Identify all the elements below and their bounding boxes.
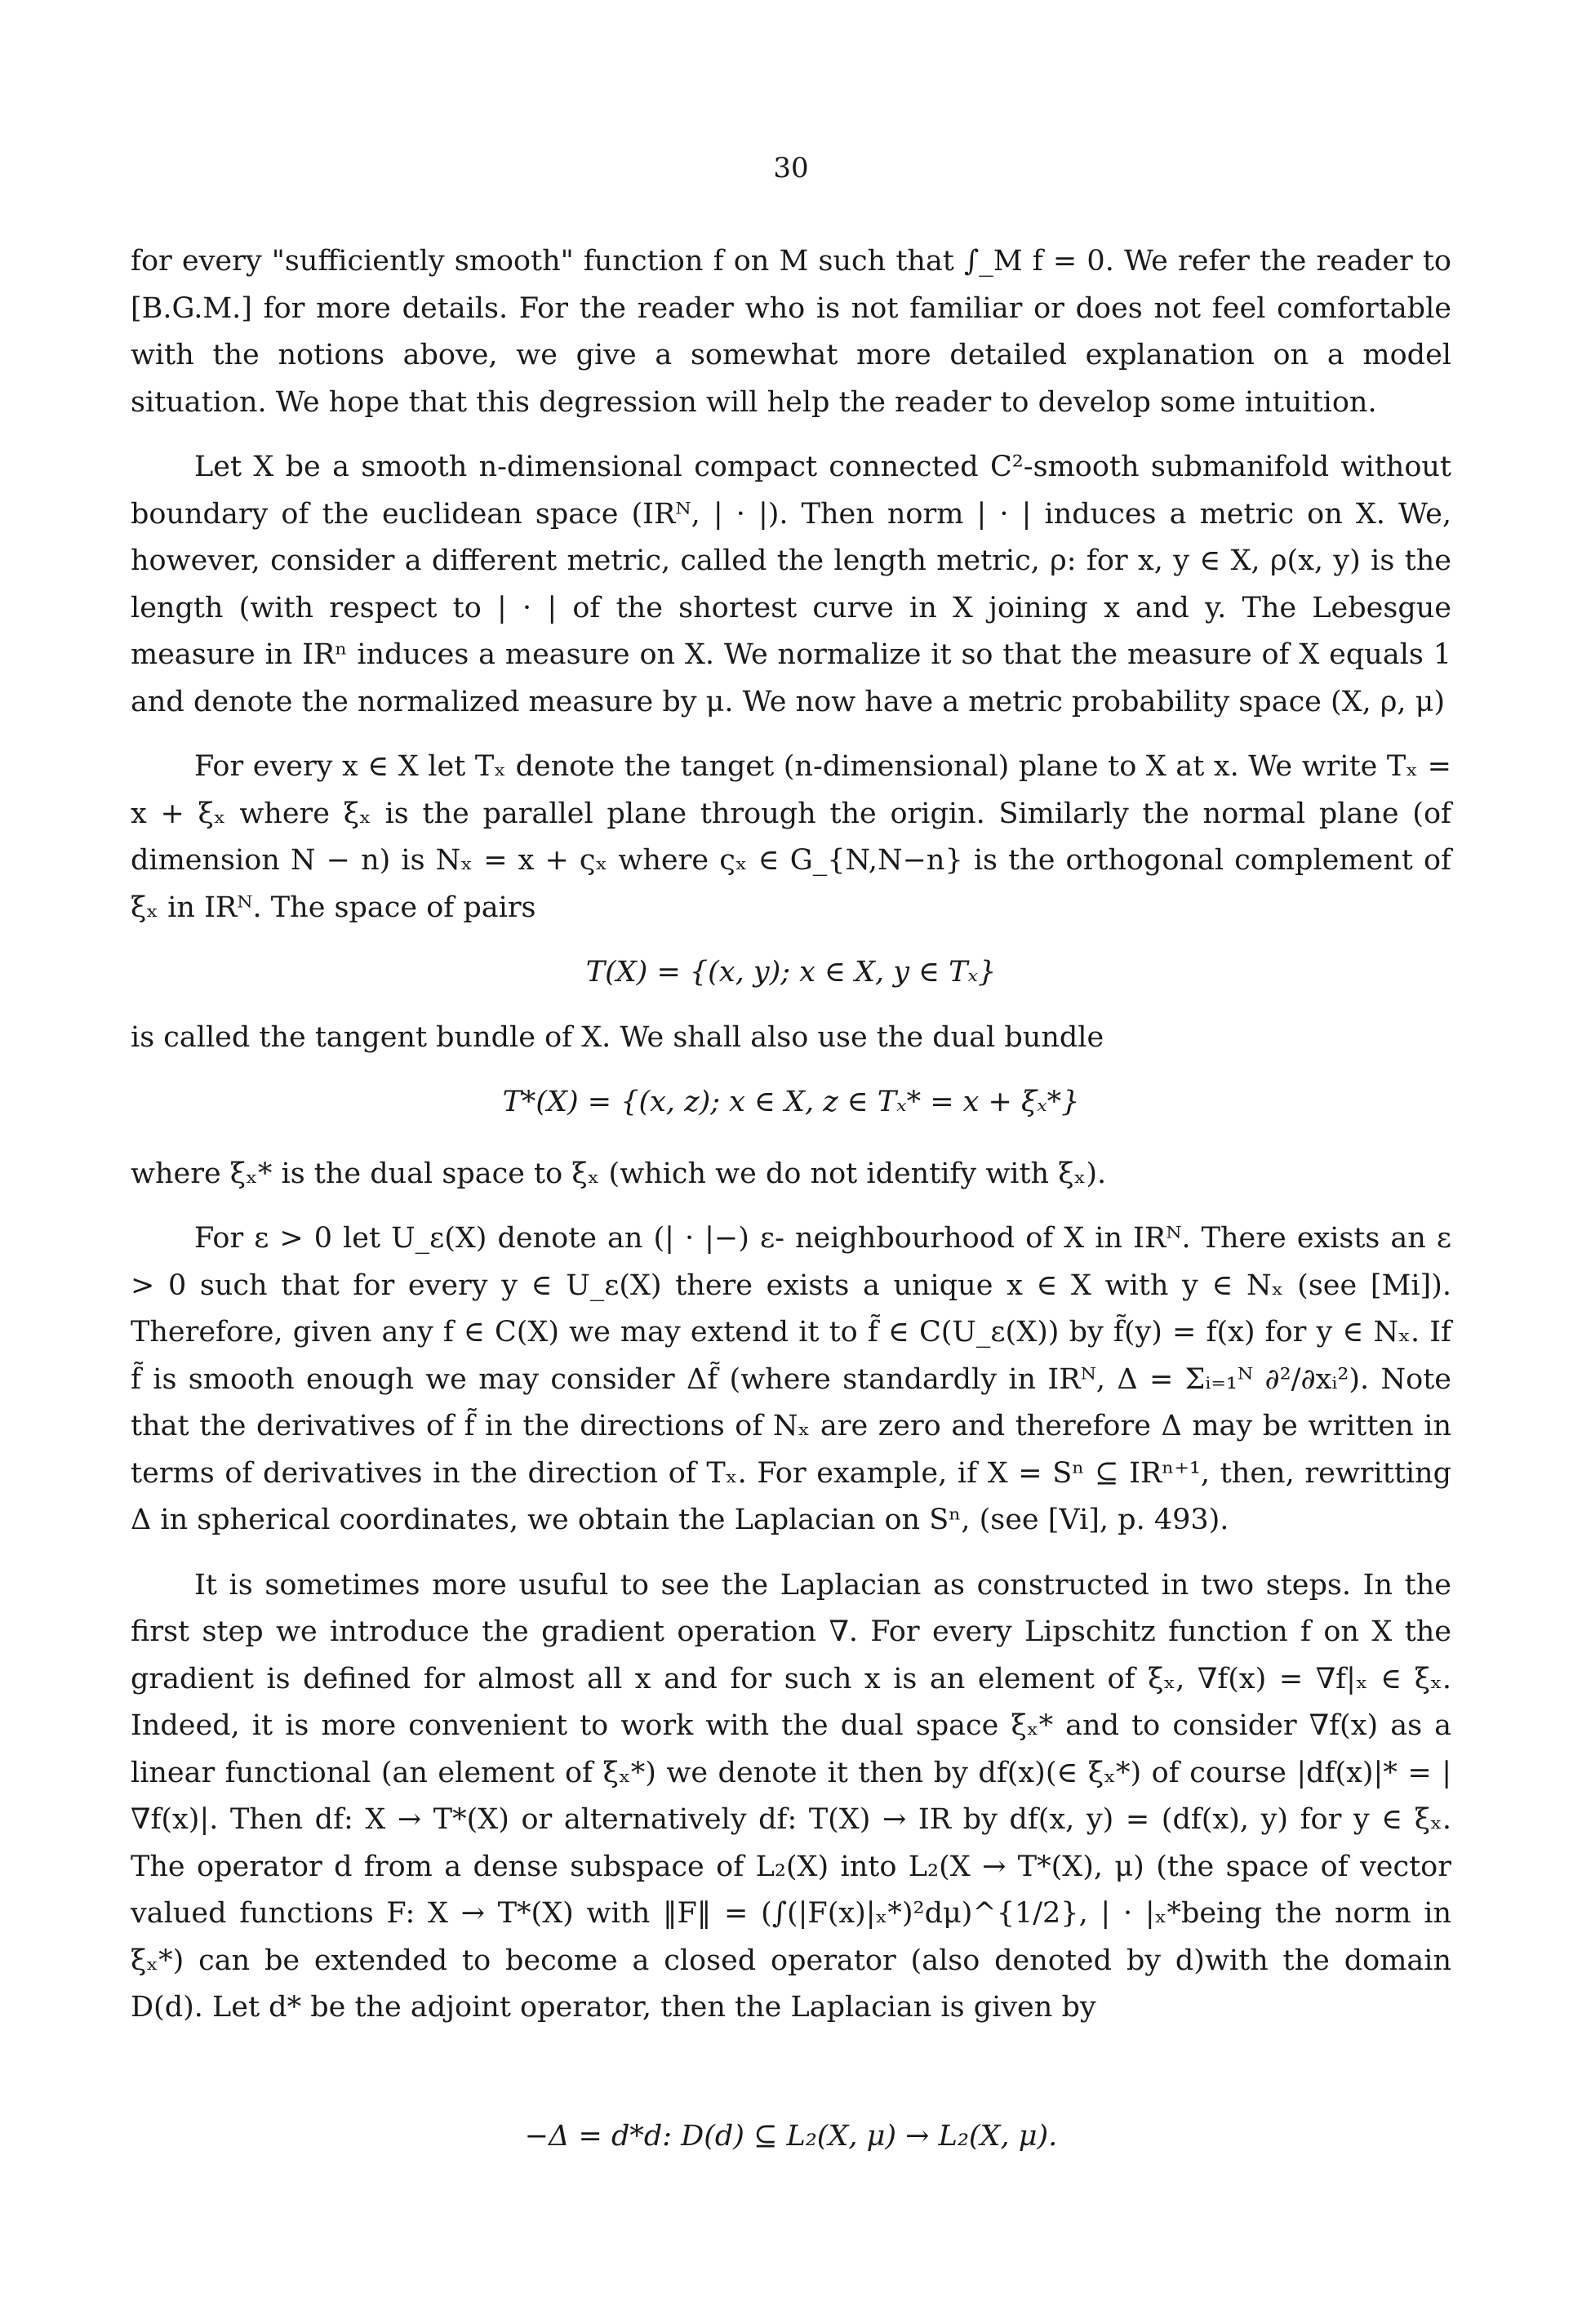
paragraph-5: where ξₓ* is the dual space to ξₓ (which we do not identify with ξₓ). <box>131 1157 1107 1190</box>
page-number: 30 <box>773 152 809 184</box>
paragraph-2: Let X be a smooth n-dimensional compact connected C²-smooth submanifold without boundary of the euclidean space (IRᴺ, | · |). Then norm | · | induces a metric on X. We, however, consider a different metric, called the length metric, ρ: for x, y ∈ X, ρ(x, y) is the length (with respect to | · | of the shortest curve in X joining x and y. The Lebesgue measure in IRⁿ induces a measure on X. We normalize it so that the measure of X equals 1 and denote the normalized measure by μ. We now have a metric probability space (X, ρ, μ) <box>131 451 1451 718</box>
body-text <box>131 238 1451 2160</box>
paragraph-4: is called the tangent bundle of X. We shall also use the dual bundle <box>131 1020 1104 1054</box>
equation-dual-bundle: T*(X) = {(x, z); x ∈ X, z ∈ Tₓ* = x + ξₓ*} <box>502 1086 1080 1118</box>
paragraph-6: For ε > 0 let U_ε(X) denote an (| · |−) ε- neighbourhood of X in IRᴺ. There exists an ε > 0 such that for every y ∈ U_ε(X) there exists a unique x ∈ X with y ∈ Nₓ (see [Mi]). Therefore, given any f ∈ C(X) we may extend it to f̃ ∈ C(U_ε(X)) by f̃(y) = f(x) for y ∈ Nₓ. If f̃ is smooth enough we may consider Δf̃ (where standardly in IRᴺ, Δ = Σᵢ₌₁ᴺ ∂²/∂xᵢ²). Note that the derivatives of f̃ in the directions of Nₓ are zero and therefore Δ may be written in terms of derivatives in the direction of Tₓ. For example, if X = Sⁿ ⊆ IRⁿ⁺¹, then, rewritting Δ in spherical coordinates, we obtain the Laplacian on Sⁿ, (see [Vi], p. 493). <box>131 1222 1451 1536</box>
paragraph-3: For every x ∈ X let Tₓ denote the tanget (n-dimensional) plane to X at x. We write Tₓ = x + ξₓ where ξₓ is the parallel plane through the origin. Similarly the normal plane (of dimension N − n) is Nₓ = x + ςₓ where ςₓ ∈ G_{N,N−n} is the orthogonal complement of ξₓ in IRᴺ. The space of pairs <box>131 750 1451 924</box>
equation-tangent-bundle: T(X) = {(x, y); x ∈ X, y ∈ Tₓ} <box>585 956 997 989</box>
equation-laplacian: −Δ = d*d: D(d) ⊆ L₂(X, μ) → L₂(X, μ). <box>524 2119 1058 2153</box>
paragraph-1: for every "sufficiently smooth" function f on M such that ∫_M f = 0. We refer the reader to [B.G.M.] for more details. For the reader who is not familiar or does not feel comfortable with the notions above, we give a somewhat more detailed explanation on a model situation. We hope that this degression will help the reader to develop some intuition. <box>131 245 1451 419</box>
paragraph-7: It is sometimes more usuful to see the Laplacian as constructed in two steps. In the first step we introduce the gradient operation ∇. For every Lipschitz function f on X the gradient is defined for almost all x and for such x is an element of ξₓ, ∇f(x) = ∇f|ₓ ∈ ξₓ. Indeed, it is more convenient to work with the dual space ξₓ* and to consider ∇f(x) as a linear functional (an element of ξₓ*) we denote it then by df(x)(∈ ξₓ*) of course |df(x)|* = |∇f(x)|. Then df: X → T*(X) or alternatively df: T(X) → IR by df(x, y) = (df(x), y) for y ∈ ξₓ. The operator d from a dense subspace of L₂(X) into L₂(X → T*(X), μ) (the space of vector valued functions F: X → T*(X) with ‖F‖ = (∫(|F(x)|ₓ*)²dμ)^{1/2}, | · |ₓ*being the norm in ξₓ*) can be extended to become a closed operator (also denoted by d)with the domain D(d). Let d* be the adjoint operator, then the Laplacian is given by <box>131 1568 1451 2024</box>
